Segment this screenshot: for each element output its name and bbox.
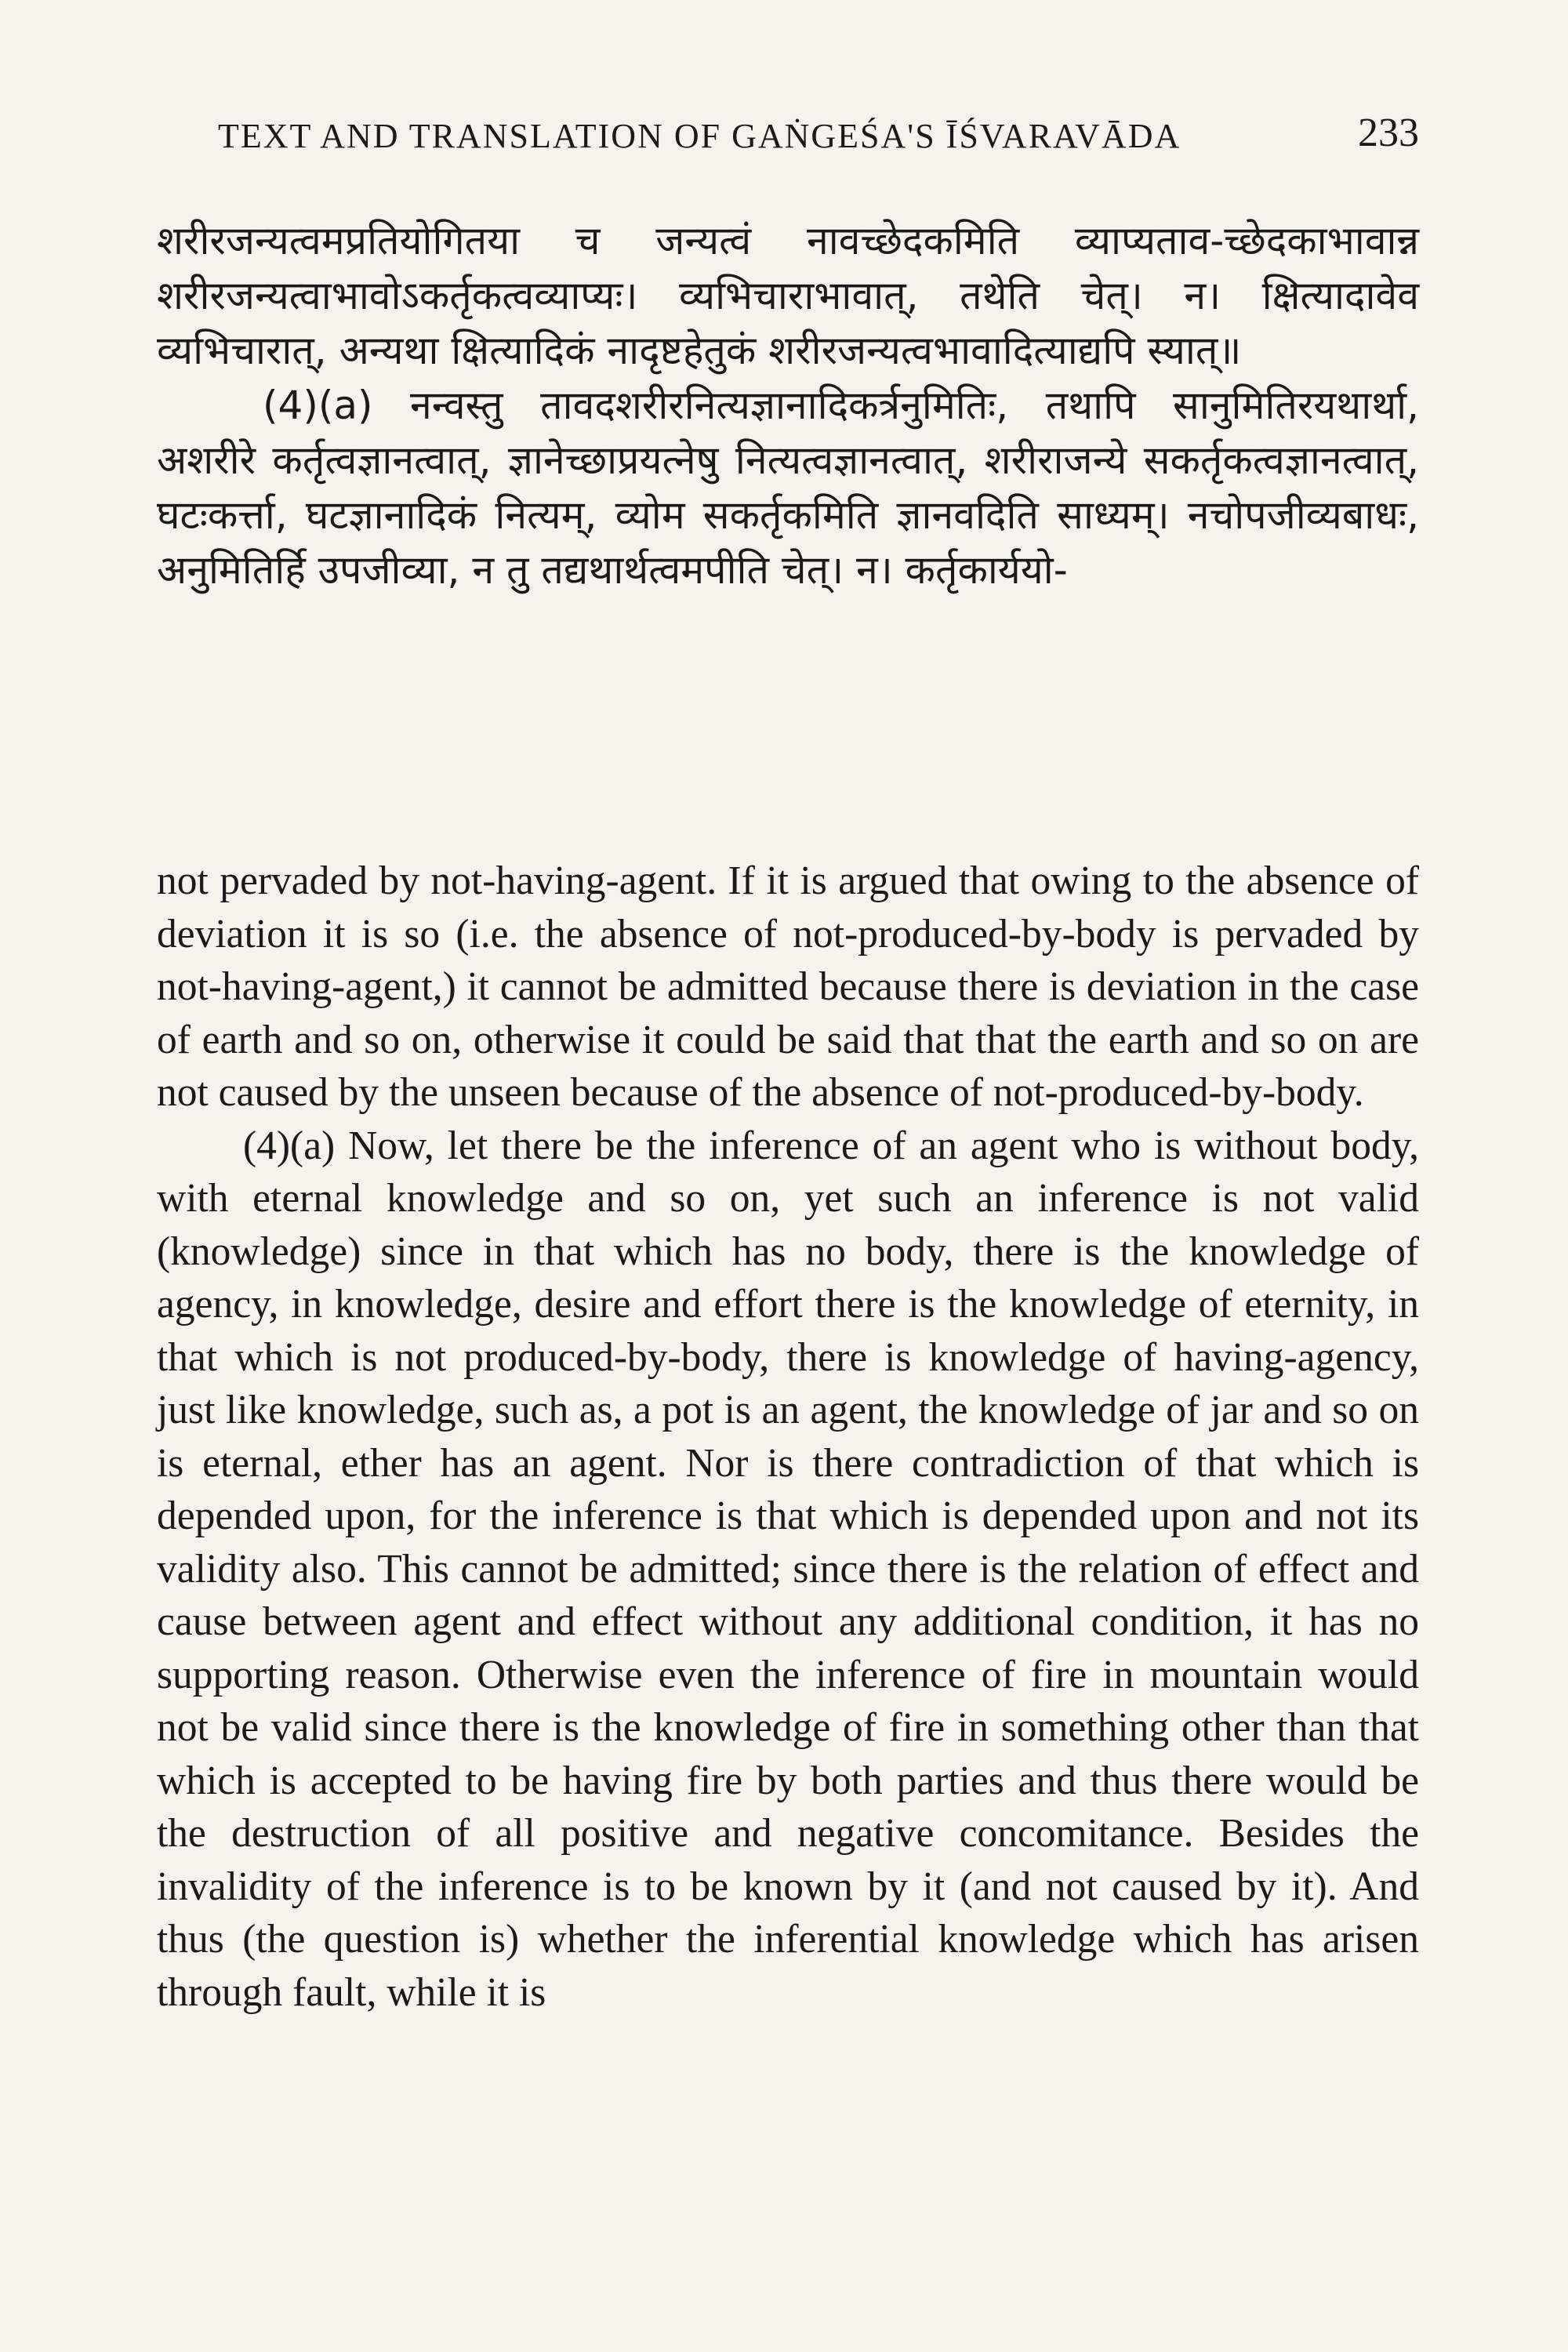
sanskrit-text — [157, 213, 1419, 597]
translation-paragraph: (4)(a) Now, let there be the inference of an agent who is without body, with eternal knowledge and so on, yet such an inference is not valid (knowledge) since in that which has no body, there is the knowledge of agency, in knowledge, desire and effort there is the knowledge of eternity, in that which is not produced-by-body, there is knowledge of having-agency, just like knowledge, such as, a pot is an agent, the knowledge of jar and so on is eternal, ether has an agent. Nor is there contradiction of that which is depended upon, for the inference is that which is depended upon and not its validity also. This cannot be admitted; since there is the relation of effect and cause between agent and effect without any additional condition, it has no supporting reason. Otherwise even the inference of fire in mountain would not be valid since there is the knowledge of fire in something other than that which is accepted to be having fire by both parties and thus there would be the destruction of all positive and negative concomitance. Besides the invalidity of the inference is to be known by it (and not caused by it). And thus (the question is) whether the inferential knowledge which has arisen through fault, while it is — [157, 1123, 1419, 2015]
sanskrit-paragraph: शरीरजन्यत्वमप्रतियोगितया च जन्यत्वं नावच्छेदकमिति व्याप्यताव-च्छेदकाभावान्न शरीरजन्यत्वाभावोऽकर्तृकत्वव्याप्यः। व्यभिचाराभावात्, तथेति चेत्। न। क्षित्यादावेव व्यभिचारात्, अन्यथा क्षित्यादिकं नादृष्टहेतुकं शरीरजन्यत्वभावादित्याद्यपि स्यात्॥ — [157, 218, 1419, 373]
english-translation — [157, 855, 1419, 2019]
running-title: TEXT AND TRANSLATION OF GAṄGEŚA'S ĪŚVARAVĀDA — [218, 117, 1181, 155]
sanskrit-paragraph: (4)(a) नन्वस्तु तावदशरीरनित्यज्ञानादिकर्त्रनुमितिः, तथापि सानुमितिरयथार्था, अशरीरे कर्तृत्वज्ञानत्वात्, ज्ञानेच्छाप्रयत्नेषु नित्यत्वज्ञानत्वात्, शरीराजन्ये सकर्तृकत्वज्ञानत्वात्, घटःकर्त्ता, घटज्ञानादिकं नित्यम्, व्योम सकर्तृकमिति ज्ञानवदिति साध्यम्। नचोपजीव्यबाधः, अनुमितिर्हि उपजीव्या, न तु तद्यथार्थत्वमपीति चेत्। न। कर्तृकार्ययो- — [157, 383, 1419, 593]
page-number: 233 — [1358, 111, 1419, 155]
translation-paragraph: not pervaded by not-having-agent. If it is argued that owing to the absence of deviation it is so (i.e. the absence of not-produced-by-body is pervaded by not-having-agent,) it cannot be admitted because there is deviation in the case of earth and so on, otherwise it could be said that that the earth and so on are not caused by the unseen because of the absence of not-produced-by-body. — [157, 858, 1419, 1115]
